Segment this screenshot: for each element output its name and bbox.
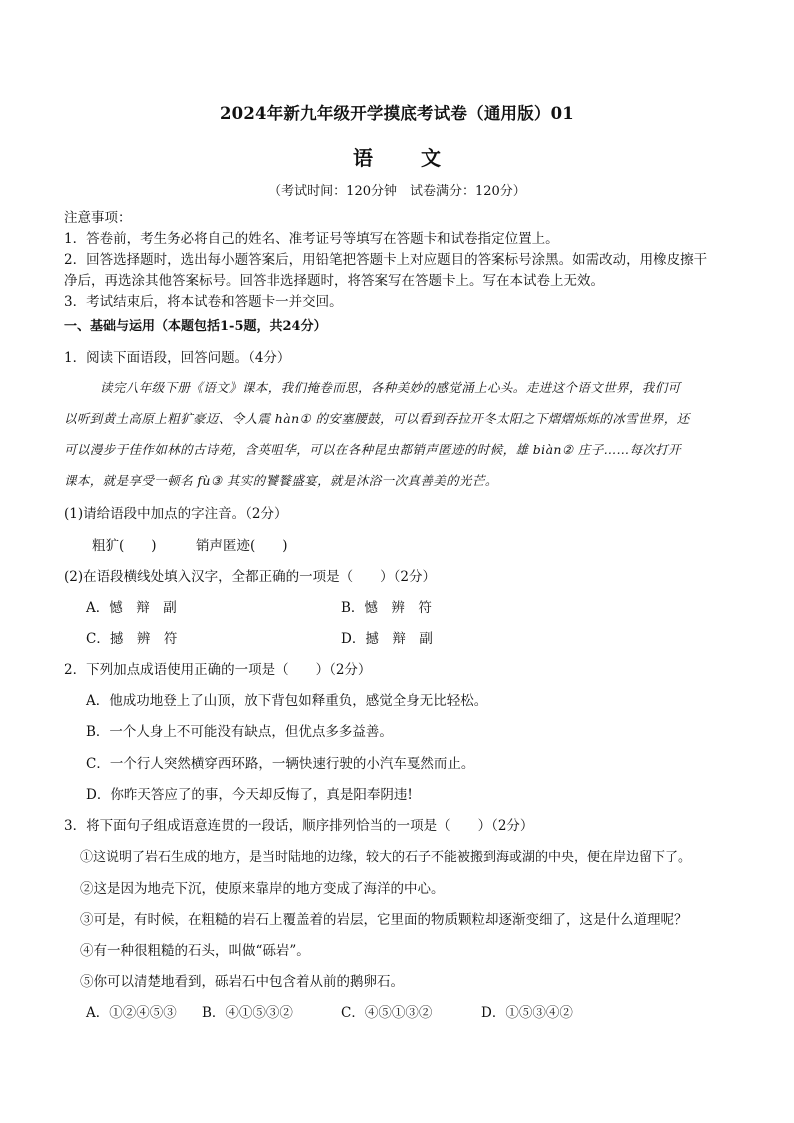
- q3-sentence-2: ②这是因为地壳下沉，使原来靠岸的地方变成了海洋的中心。: [80, 881, 445, 897]
- notes-heading: 注意事项：: [64, 210, 132, 226]
- section-heading: 一、基础与运用（本题包括1-5题，共24分）: [64, 319, 327, 334]
- note-item-1: 1．答卷前，考生务必将自己的姓名、准考证号等填写在答题卡和试卷指定位置上。: [64, 231, 559, 247]
- q1-sub2-stem: (2)在语段横线处填入汉字，全都正确的一项是（ ）（2分）: [64, 569, 436, 585]
- q1-sub1-stem: (1)请给语段中加点的字注音。（2分）: [64, 506, 288, 522]
- q3-option-b: B．④①⑤③②: [202, 1005, 293, 1021]
- q1-stem: 1．阅读下面语段，回答问题。（4分）: [64, 350, 291, 366]
- note-item-2-cont: 净后，再选涂其他答案标号。回答非选择题时，将答案写在答题卡上。写在本试卷上无效。: [64, 273, 604, 289]
- note-item-3: 3．考试结束后，将本试卷和答题卡一并交回。: [64, 294, 343, 310]
- subject-char-2: 文: [421, 146, 441, 170]
- q3-option-c: C．④⑤①③②: [341, 1005, 433, 1021]
- q1-passage-line-1: 读完八年级下册《语文》课本，我们掩卷而思，各种美妙的感觉涌上心头。走进这个语文世界，我们可: [100, 380, 681, 395]
- q1-sub1-blank-b: 销声匿迹( ): [196, 538, 288, 554]
- q2-stem: 2．下列加点成语使用正确的一项是（ ）（2分）: [64, 662, 372, 678]
- q1-option-a: A．憾 辩 副: [86, 600, 177, 616]
- q3-sentence-1: ①这说明了岩石生成的地方，是当时陆地的边缘，较大的石子不能被搬到海或湖的中央，便在岸边留下了。: [80, 850, 692, 865]
- q1-option-b: B．憾 辨 符: [341, 600, 432, 616]
- q2-option-a: A．他成功地登上了山顶，放下背包如释重负，感觉全身无比轻松。: [86, 693, 488, 709]
- q3-sentence-3: ③可是，有时候，在粗糙的岩石上覆盖着的岩层，它里面的物质颗粒却逐渐变细了，这是什么道理呢？: [80, 912, 688, 928]
- q3-option-d: D．①⑤③④②: [481, 1005, 573, 1021]
- q2-option-b: B．一个人身上不可能没有缺点，但优点多多益善。: [86, 724, 393, 740]
- q1-passage-line-4: 课本，就是享受一顿名 fù③ 其实的饕餮盛宴，就是沐浴一次真善美的光芒。: [64, 473, 498, 488]
- q3-sentence-4: ④有一种很粗糙的石头，叫做“砾岩”。: [80, 943, 310, 959]
- q1-passage-line-3: 可以漫步于佳作如林的古诗苑，含英咀华，可以在各种昆虫都销声匿迹的时候，雄 biàn② 庄子……每次打开: [64, 442, 682, 457]
- exam-title: 2024年新九年级开学摸底考试卷（通用版）01: [220, 104, 574, 123]
- q1-passage-line-2: 以听到黄土高原上粗犷豪迈、令人震 hàn① 的安塞腰鼓，可以看到吞拉开冬太阳之下熠熠烁烁的冰雪世界，还: [64, 411, 690, 426]
- q3-stem: 3．将下面句子组成语意连贯的一段话，顺序排列恰当的一项是（ ）（2分）: [64, 818, 534, 834]
- q1-sub1-blank-a: 粗犷( ): [92, 538, 157, 554]
- q3-sentence-5: ⑤你可以清楚地看到，砾岩石中包含着从前的鹅卵石。: [80, 974, 404, 990]
- q1-option-d: D．撼 辩 副: [341, 631, 433, 647]
- subject-char-1: 语: [353, 146, 373, 170]
- note-item-2: 2．回答选择题时，选出每小题答案后，用铅笔把答题卡上对应题目的答案标号涂黑。如需改动，用橡皮擦干: [64, 252, 708, 268]
- q2-option-c: C．一个行人突然横穿西环路，一辆快速行驶的小汽车戛然而止。: [86, 756, 475, 772]
- exam-info: （考试时间：120分钟 试卷满分：120分）: [268, 184, 526, 199]
- subject-title: [0, 142, 794, 171]
- q1-option-c: C．撼 辨 符: [86, 631, 178, 647]
- q3-option-a: A．①②④⑤③: [86, 1005, 177, 1021]
- q2-option-d: D．你昨天答应了的事，今天却反悔了，真是阳奉阴违!: [86, 787, 413, 803]
